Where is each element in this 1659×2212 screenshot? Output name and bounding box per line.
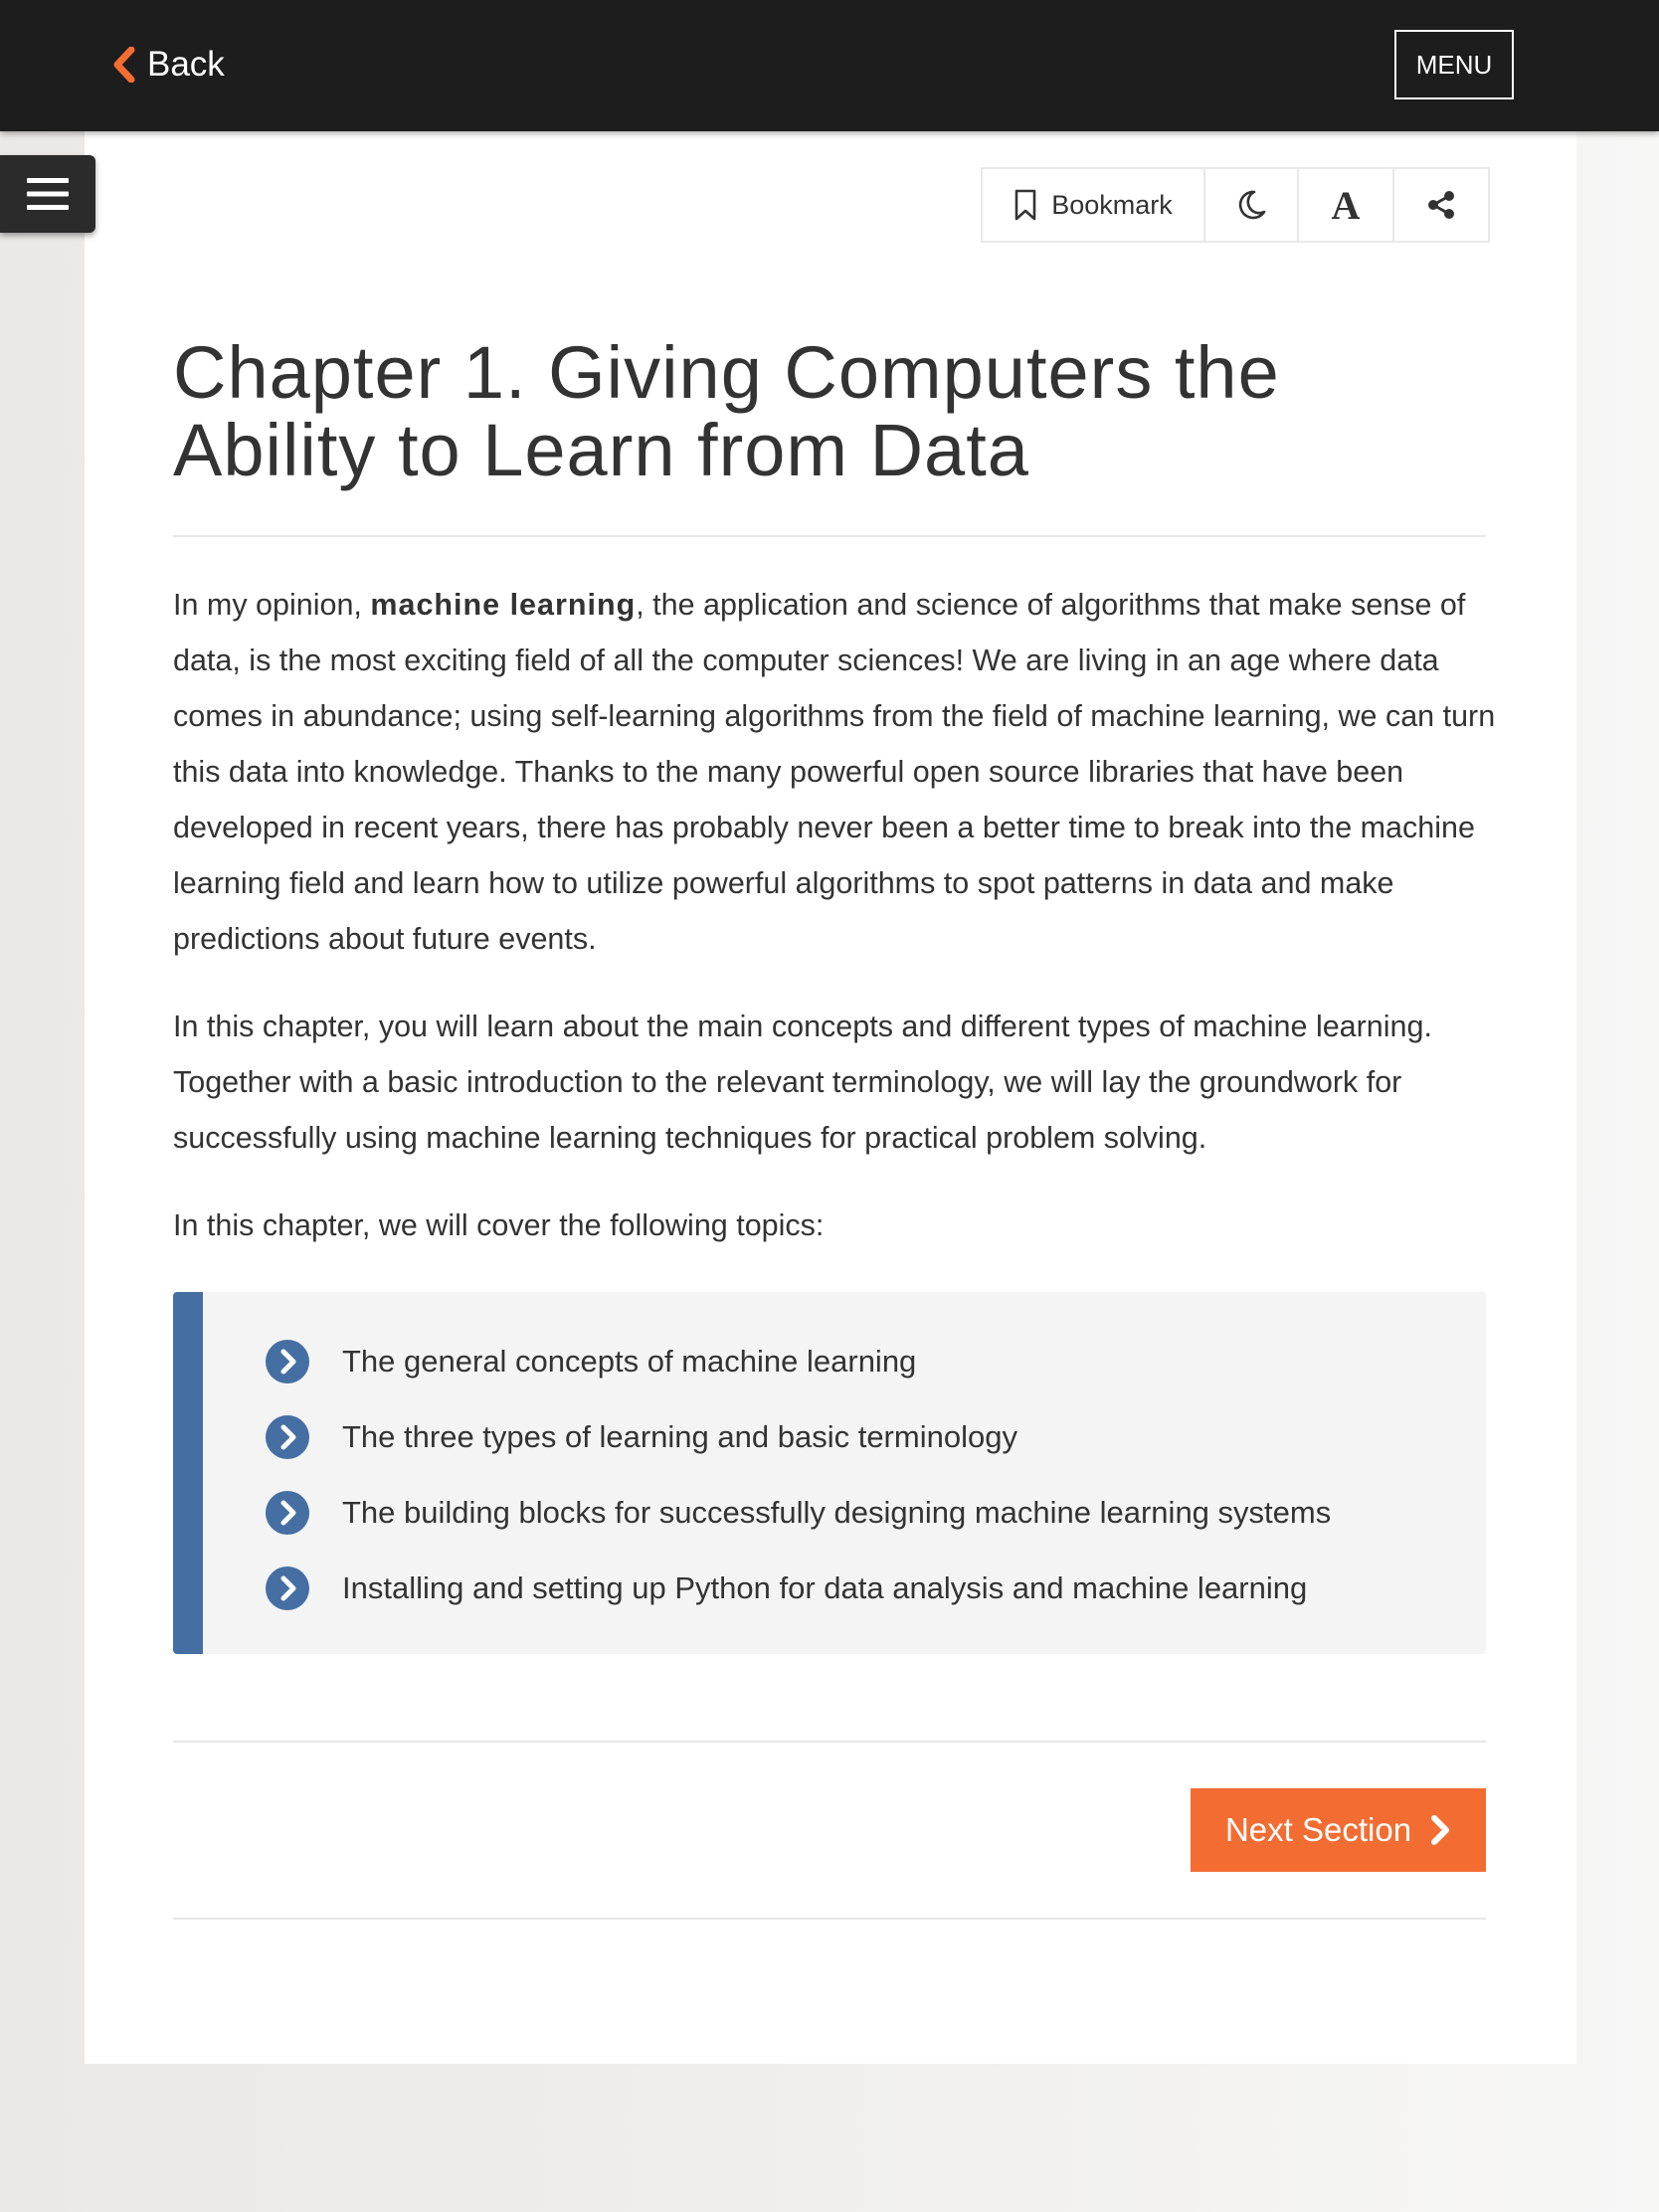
chevron-circle-right-icon: [265, 1414, 310, 1460]
sidebar-toggle-button[interactable]: [0, 155, 95, 233]
chevron-circle-right-icon: [265, 1566, 310, 1611]
back-label: Back: [147, 45, 225, 84]
list-item: [265, 1488, 1331, 1538]
bookmark-button[interactable]: [983, 169, 1205, 241]
share-icon: [1424, 188, 1458, 222]
chevron-left-icon: [111, 47, 137, 83]
list-item: [265, 1337, 916, 1386]
chapter-title: [173, 331, 1496, 491]
chevron-circle-right-icon: [265, 1490, 310, 1536]
next-section-button[interactable]: [1191, 1788, 1486, 1872]
chevron-right-icon: [1429, 1814, 1451, 1846]
topic-text: The building blocks for successfully designing machine learning systems: [342, 1495, 1332, 1530]
chevron-circle-right-icon: [265, 1339, 310, 1384]
bookmark-label: Bookmark: [1051, 189, 1173, 220]
reader-toolbar: [981, 167, 1490, 243]
chapter-title-line-1: Chapter 1. Giving Computers the: [173, 331, 1280, 414]
intro-text-start: In my opinion,: [173, 588, 371, 622]
list-item: [265, 1564, 1307, 1613]
next-section-label: Next Section: [1224, 1811, 1412, 1848]
intro-bold-term: machine learning: [370, 588, 637, 622]
topic-text: The general concepts of machine learning: [342, 1344, 917, 1379]
moon-icon: [1234, 188, 1268, 222]
topic-text: Installing and setting up Python for data analysis and machine learning: [342, 1570, 1308, 1605]
topics-list: [173, 1292, 1486, 1654]
intro-text-rest: , the application and science of algorithms that make sense of data, is the most exciting field of all the computer sciences! We are living in an age where data comes in abundance; using self-learning algorithms from the field of machine learning, we can turn this data into knowledge. Thanks to the many powerful open source libraries that have been developed in recent years, there has probably never been a better time to break into the machine learning field and learn how to utilize powerful algorithms to spot patterns in data and make predictions about future events.: [173, 588, 1496, 956]
bookmark-icon: [1014, 189, 1037, 221]
dark-mode-button[interactable]: [1205, 169, 1299, 241]
chapter-overview-paragraph: In this chapter, you will learn about the main concepts and different types of machine learning. Together with a basic introduction to the relevant terminology, we will lay the groundwork for successfully using machine learning techniques for practical problem solving.: [173, 1010, 1432, 1155]
nav-divider-bottom: [173, 1918, 1486, 1920]
share-button[interactable]: [1394, 169, 1488, 241]
intro-paragraph: [173, 577, 1496, 967]
topic-text: The three types of learning and basic terminology: [342, 1419, 1017, 1454]
font-icon: A: [1331, 182, 1361, 228]
top-bar: [0, 0, 1659, 131]
back-link[interactable]: [111, 40, 225, 90]
nav-divider-top: [173, 1741, 1486, 1743]
menu-button[interactable]: MENU: [1394, 30, 1514, 99]
font-size-button[interactable]: [1299, 169, 1394, 241]
topics-lead-paragraph: In this chapter, we will cover the following topics:: [173, 1208, 825, 1242]
title-divider: [173, 535, 1486, 537]
list-item: [265, 1412, 1017, 1462]
hamburger-icon: [27, 177, 69, 211]
chapter-title-line-2: Ability to Learn from Data: [173, 409, 1029, 491]
